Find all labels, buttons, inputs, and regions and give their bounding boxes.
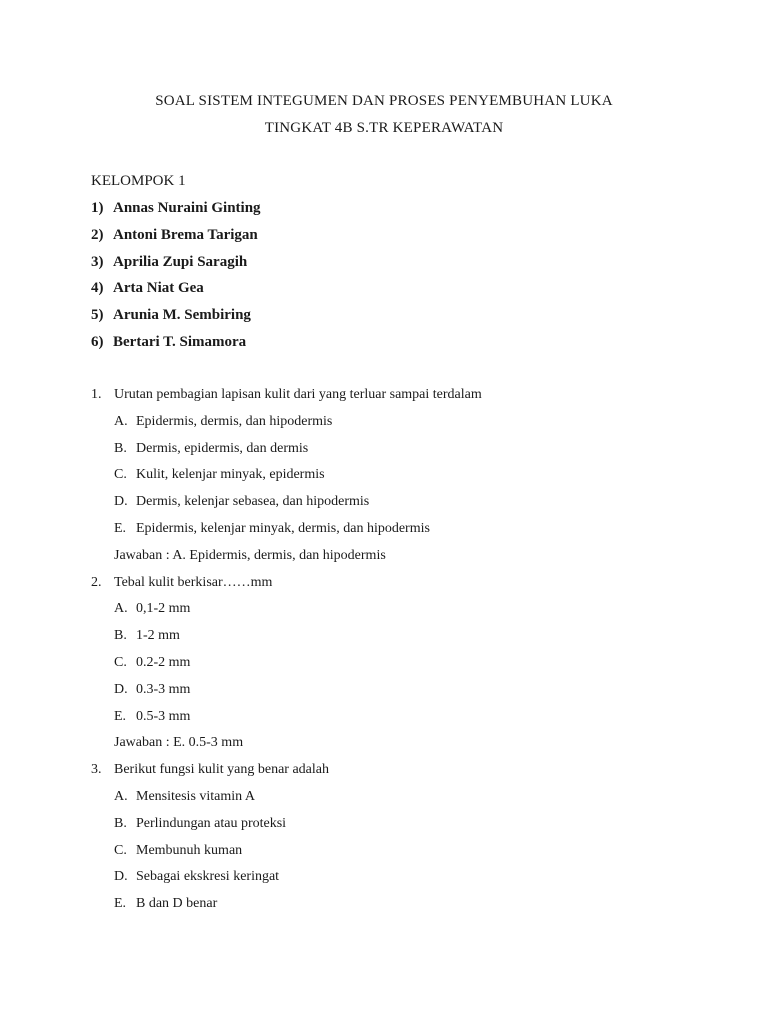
list-item — [91, 200, 261, 227]
answer-option — [91, 467, 711, 494]
member-number: 3) — [91, 253, 104, 270]
option-letter: B. — [114, 440, 127, 456]
answer-option — [91, 843, 711, 870]
member-name: Arta Niat Gea — [113, 280, 204, 297]
question-list — [91, 387, 711, 923]
member-number: 4) — [91, 280, 104, 297]
answer-option — [91, 896, 711, 923]
option-letter: E. — [114, 896, 127, 912]
document-subtitle: TINGKAT 4B S.TR KEPERAWATAN — [264, 120, 504, 136]
answer-key: Jawaban : A. Epidermis, dermis, dan hipodermis — [114, 547, 386, 563]
option-letter: A. — [114, 788, 128, 804]
question-number: 1. — [91, 387, 102, 402]
option-letter: E. — [114, 708, 127, 724]
option-text: Dermis, kelenjar sebasea, dan hipodermis — [136, 494, 370, 510]
answer-option — [91, 494, 711, 521]
option-text: Sebagai ekskresi keringat — [136, 869, 280, 885]
answer-option — [91, 441, 711, 468]
answer-option — [91, 682, 711, 709]
member-name: Antoni Brema Tarigan — [113, 226, 258, 243]
answer-option — [91, 869, 711, 896]
document-title: SOAL SISTEM INTEGUMEN DAN PROSES PENYEMBUHAN LUKA — [155, 93, 613, 109]
list-item — [91, 254, 261, 281]
answer-option — [91, 816, 711, 843]
answer-option — [91, 601, 711, 628]
option-letter: C. — [114, 467, 127, 483]
option-letter: B. — [114, 628, 127, 644]
question-number: 3. — [91, 762, 102, 778]
question — [91, 575, 711, 602]
list-item — [91, 334, 261, 361]
member-name: Annas Nuraini Ginting — [113, 200, 261, 216]
option-text: B dan D benar — [136, 896, 218, 912]
option-text: 0.5-3 mm — [136, 708, 191, 724]
option-letter: E. — [114, 520, 127, 536]
option-text: 1-2 mm — [136, 628, 180, 644]
answer-key: Jawaban : E. 0.5-3 mm — [114, 735, 244, 751]
question-text: Berikut fungsi kulit yang benar adalah — [114, 762, 329, 778]
member-name: Bertari T. Simamora — [113, 333, 247, 350]
option-letter: A. — [114, 413, 128, 429]
option-text: 0.3-3 mm — [136, 681, 191, 697]
question-text: Tebal kulit berkisar……mm — [114, 574, 273, 590]
option-text: Membunuh kuman — [136, 842, 243, 858]
answer-option — [91, 414, 711, 441]
member-number: 6) — [91, 333, 104, 350]
option-letter: A. — [114, 601, 128, 617]
answer-option — [91, 521, 711, 548]
option-letter: D. — [114, 869, 128, 885]
member-name: Aprilia Zupi Saragih — [113, 253, 248, 270]
option-letter: B. — [114, 815, 127, 831]
option-letter: C. — [114, 654, 127, 670]
option-text: Epidermis, kelenjar minyak, dermis, dan hipodermis — [136, 520, 430, 536]
option-letter: D. — [114, 494, 128, 510]
option-text: Dermis, epidermis, dan dermis — [136, 440, 309, 456]
answer-option — [91, 789, 711, 816]
question — [91, 387, 711, 414]
question — [91, 762, 711, 789]
list-item — [91, 307, 261, 334]
member-number: 1) — [91, 200, 104, 216]
list-item — [91, 280, 261, 307]
option-text: Kulit, kelenjar minyak, epidermis — [136, 467, 325, 483]
member-number: 5) — [91, 307, 104, 324]
group-title: KELOMPOK 1 — [91, 173, 186, 189]
member-list — [91, 200, 261, 361]
option-text: Mensitesis vitamin A — [136, 788, 255, 804]
answer-option — [91, 655, 711, 682]
member-number: 2) — [91, 226, 104, 243]
option-text: Perlindungan atau proteksi — [136, 815, 287, 831]
member-name: Arunia M. Sembiring — [113, 307, 251, 324]
option-letter: C. — [114, 842, 127, 858]
question-number: 2. — [91, 574, 102, 590]
answer-option — [91, 709, 711, 736]
option-letter: D. — [114, 681, 128, 697]
answer-option — [91, 628, 711, 655]
option-text: Epidermis, dermis, dan hipodermis — [136, 413, 333, 429]
question-text: Urutan pembagian lapisan kulit dari yang terluar sampai terdalam — [114, 387, 482, 402]
option-text: 0.2-2 mm — [136, 654, 191, 670]
option-text: 0,1-2 mm — [136, 601, 191, 617]
list-item — [91, 227, 261, 254]
